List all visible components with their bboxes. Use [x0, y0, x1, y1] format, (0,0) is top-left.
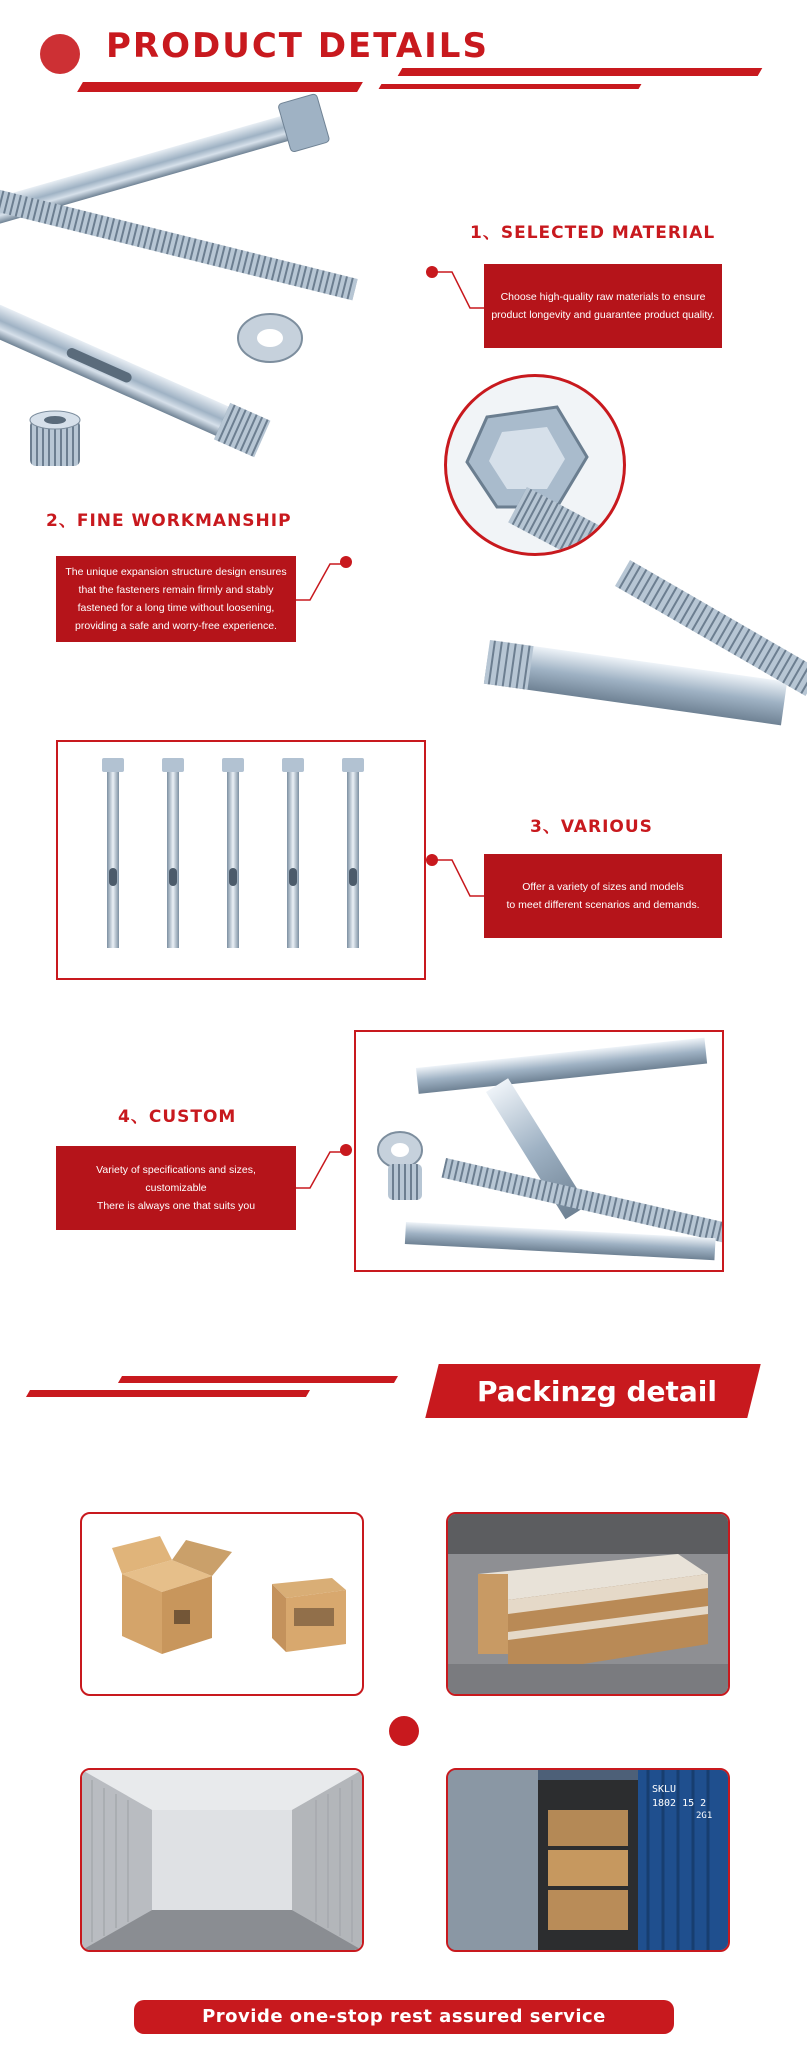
feature-4-connector [296, 1148, 348, 1190]
feature-1-title-text: SELECTED MATERIAL [500, 223, 716, 243]
product-photo-bolts [0, 80, 400, 500]
packing-photo-pallets [446, 1512, 730, 1696]
header-bar-right-2 [379, 84, 642, 89]
feature-4-dot [340, 1144, 352, 1156]
feature-2-dot [340, 556, 352, 568]
feature-4-number: 4、 [118, 1107, 149, 1127]
container-label-2: 1802 15 2 [652, 1798, 707, 1809]
feature-2-title [46, 506, 292, 531]
custom-photo-frame [354, 1030, 724, 1272]
feature-4-text: Variety of specifications and sizes, customizable There is always one that suits you [96, 1164, 256, 1212]
feature-1-title [470, 218, 715, 243]
feature-1-text: Choose high-quality raw materials to ensure product longevity and guarantee product quality. [491, 291, 715, 321]
feature-2-text: The unique expansion structure design ensures that the fasteners remain firmly and stably fastened for a long time without loosening, providing a safe and worry-free experience. [65, 566, 287, 632]
page-title: PRODUCT DETAILS [106, 26, 489, 66]
packing-photo-container-loaded [446, 1768, 730, 1952]
packing-bar-1 [118, 1376, 398, 1383]
zoom-detail-photo [480, 520, 807, 770]
sizes-photo-frame [56, 740, 426, 980]
feature-4-title [118, 1102, 236, 1127]
feature-2-title-text: FINE WORKMANSHIP [76, 511, 292, 531]
feature-2-box [56, 556, 296, 642]
footer-text: Provide one-stop rest assured service [202, 2006, 606, 2027]
feature-2-connector [296, 560, 348, 602]
feature-3-box [484, 854, 722, 938]
feature-2-number: 2、 [46, 511, 77, 531]
feature-3-number: 3、 [530, 817, 561, 837]
packing-center-dot [389, 1716, 419, 1746]
feature-1-box [484, 264, 722, 348]
feature-3-text: Offer a variety of sizes and models to meet different scenarios and demands. [506, 881, 700, 911]
feature-3-title [530, 812, 653, 837]
packing-photo-boxes [80, 1512, 364, 1696]
header-circle [40, 34, 80, 74]
packing-bar-2 [26, 1390, 310, 1397]
feature-1-number: 1、 [470, 223, 501, 243]
feature-4-title-text: CUSTOM [148, 1107, 237, 1127]
feature-4-box [56, 1146, 296, 1230]
feature-3-title-text: VARIOUS [560, 817, 653, 837]
header-bar-right [398, 68, 763, 76]
packing-title: Packinzg detail [476, 1375, 717, 1408]
container-label-1: SKLU [652, 1784, 677, 1795]
container-label-3: 2G1 [696, 1811, 713, 1821]
feature-3-connector [432, 858, 486, 902]
feature-1-connector [432, 270, 486, 314]
packing-photo-container-empty [80, 1768, 364, 1952]
